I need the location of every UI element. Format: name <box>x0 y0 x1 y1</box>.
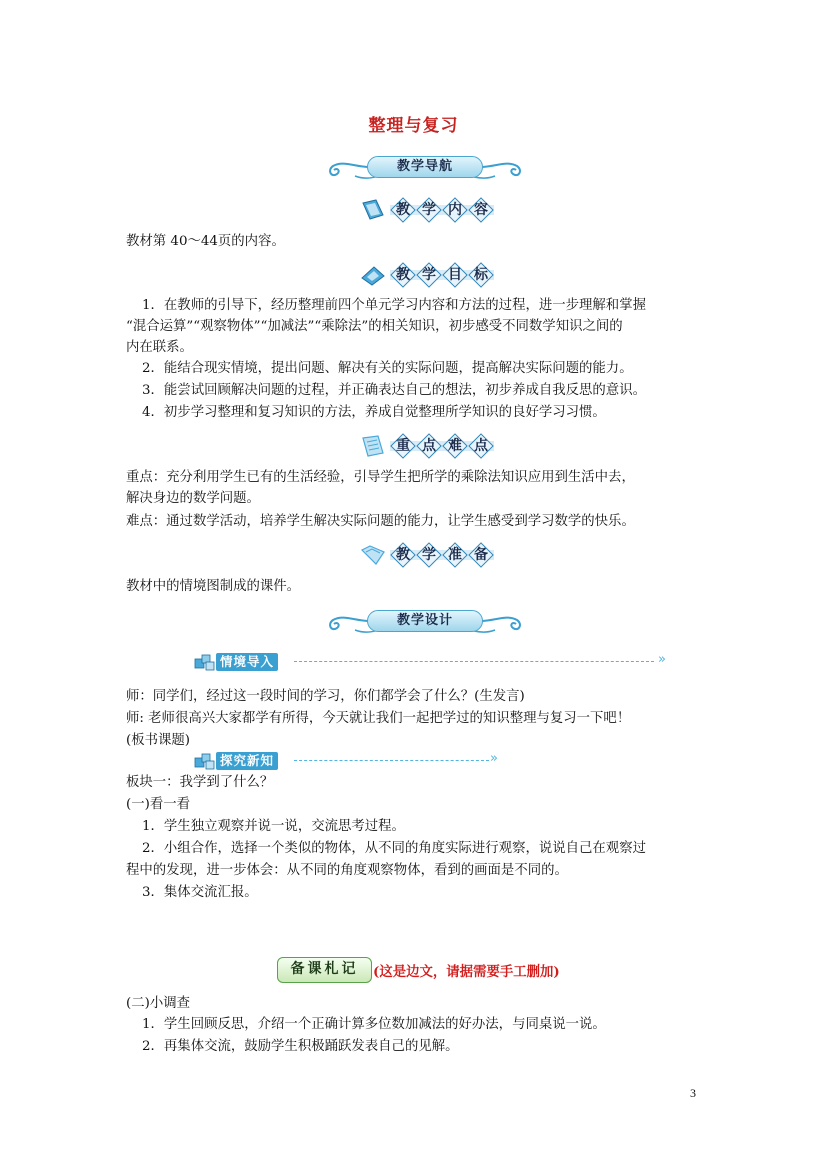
pen-icon <box>360 264 386 286</box>
margin-note: (这是边文，请据需要手工删加) <box>373 964 560 980</box>
goal-line: 2．能结合现实情境，提出问题、解决有关的实际问题，提高解决实际问题的能力。 <box>142 361 633 376</box>
keypoint-line: 难点：通过数学活动，培养学生解决实际问题的能力，让学生感受到学习数学的快乐。 <box>126 514 635 529</box>
dashed-rule <box>294 760 489 761</box>
intro-line: (板书课题) <box>126 733 191 748</box>
page-number: 3 <box>690 1086 696 1100</box>
keypoint-line: 解决身边的数学问题。 <box>126 491 260 506</box>
section-char: 备 <box>474 547 488 563</box>
cubes-icon <box>194 752 216 770</box>
tag-label: 探究新知 <box>216 752 278 770</box>
goal-line: 4．初步学习整理和复习知识的方法，养成自觉整理所学知识的良好学习习惯。 <box>142 405 606 420</box>
folder-icon <box>360 544 386 566</box>
explore-line: (一)看一看 <box>126 797 191 812</box>
section-char: 标 <box>474 267 488 283</box>
banner-teaching-guide <box>325 152 525 184</box>
goal-line: 3．能尝试回顾解决问题的过程，并正确表达自己的想法，初步养成自我反思的意识。 <box>142 383 646 398</box>
prep-text: 教材中的情境图制成的课件。 <box>126 579 301 594</box>
section-char: 学 <box>422 547 436 563</box>
section-char: 准 <box>448 547 462 563</box>
page-title: 整理与复习 <box>368 116 459 136</box>
explore-line: 程中的发现，进一步体会：从不同的角度观察物体，看到的画面是不同的。 <box>126 863 568 878</box>
keypoint-line: 重点：充分利用学生已有的生活经验，引导学生把所学的乘除法知识应用到生活中去， <box>126 470 635 485</box>
tag-scenario-intro <box>194 651 674 673</box>
tag-label: 情境导入 <box>216 653 278 671</box>
section-char: 学 <box>422 202 436 218</box>
explore-line: 3．集体交流汇报。 <box>142 885 258 900</box>
section-char: 内 <box>448 202 462 218</box>
goal-line: 1．在教师的引导下，经历整理前四个单元学习内容和方法的过程，进一步理解和掌握 <box>142 298 646 313</box>
intro-line: 师：同学们，经过这一段时间的学习，你们都学会了什么？(生发言) <box>126 689 525 704</box>
section-char: 点 <box>474 438 488 454</box>
double-arrow-icon: » <box>490 751 498 766</box>
survey-line: (二)小调查 <box>126 996 191 1011</box>
banner-label: 教学导航 <box>367 156 483 178</box>
intro-line: 师: 老师很高兴大家都学有所得，今天就让我们一起把学过的知识整理与复习一下吧！ <box>126 711 631 726</box>
paper-icon <box>360 435 386 457</box>
goal-line: 内在联系。 <box>126 340 193 355</box>
book-icon <box>360 199 386 221</box>
explore-line: 板块一：我学到了什么？ <box>126 775 274 790</box>
survey-line: 2．再集体交流，鼓励学生积极踊跃发表自己的见解。 <box>142 1039 459 1054</box>
section-char: 目 <box>448 267 462 283</box>
explore-line: 2．小组合作，选择一个类似的物体，从不同的角度实际进行观察，说说自己在观察过 <box>142 841 646 856</box>
section-char: 容 <box>474 202 488 218</box>
explore-line: 1．学生独立观察并说一说，交流思考过程。 <box>142 819 405 834</box>
section-char: 教 <box>396 267 410 283</box>
section-char: 重 <box>396 438 410 454</box>
note-label: 备课札记 <box>277 957 372 983</box>
section-char: 教 <box>396 202 410 218</box>
banner-label: 教学设计 <box>367 610 483 632</box>
goal-line: “混合运算”“观察物体”“加减法”“乘除法”的相关知识，初步感受不同数学知识之间的 <box>126 319 623 334</box>
content-text: 教材第 40～44页的内容。 <box>126 234 285 249</box>
dashed-rule <box>294 661 654 662</box>
section-char: 学 <box>422 267 436 283</box>
tag-explore-new <box>194 750 594 772</box>
section-char: 难 <box>448 438 462 454</box>
double-arrow-icon: » <box>658 652 666 667</box>
cubes-icon <box>194 653 216 671</box>
banner-teaching-design <box>325 606 525 638</box>
section-char: 教 <box>396 547 410 563</box>
section-char: 点 <box>422 438 436 454</box>
survey-line: 1．学生回顾反思，介绍一个正确计算多位数加减法的好办法，与同桌说一说。 <box>142 1017 606 1032</box>
